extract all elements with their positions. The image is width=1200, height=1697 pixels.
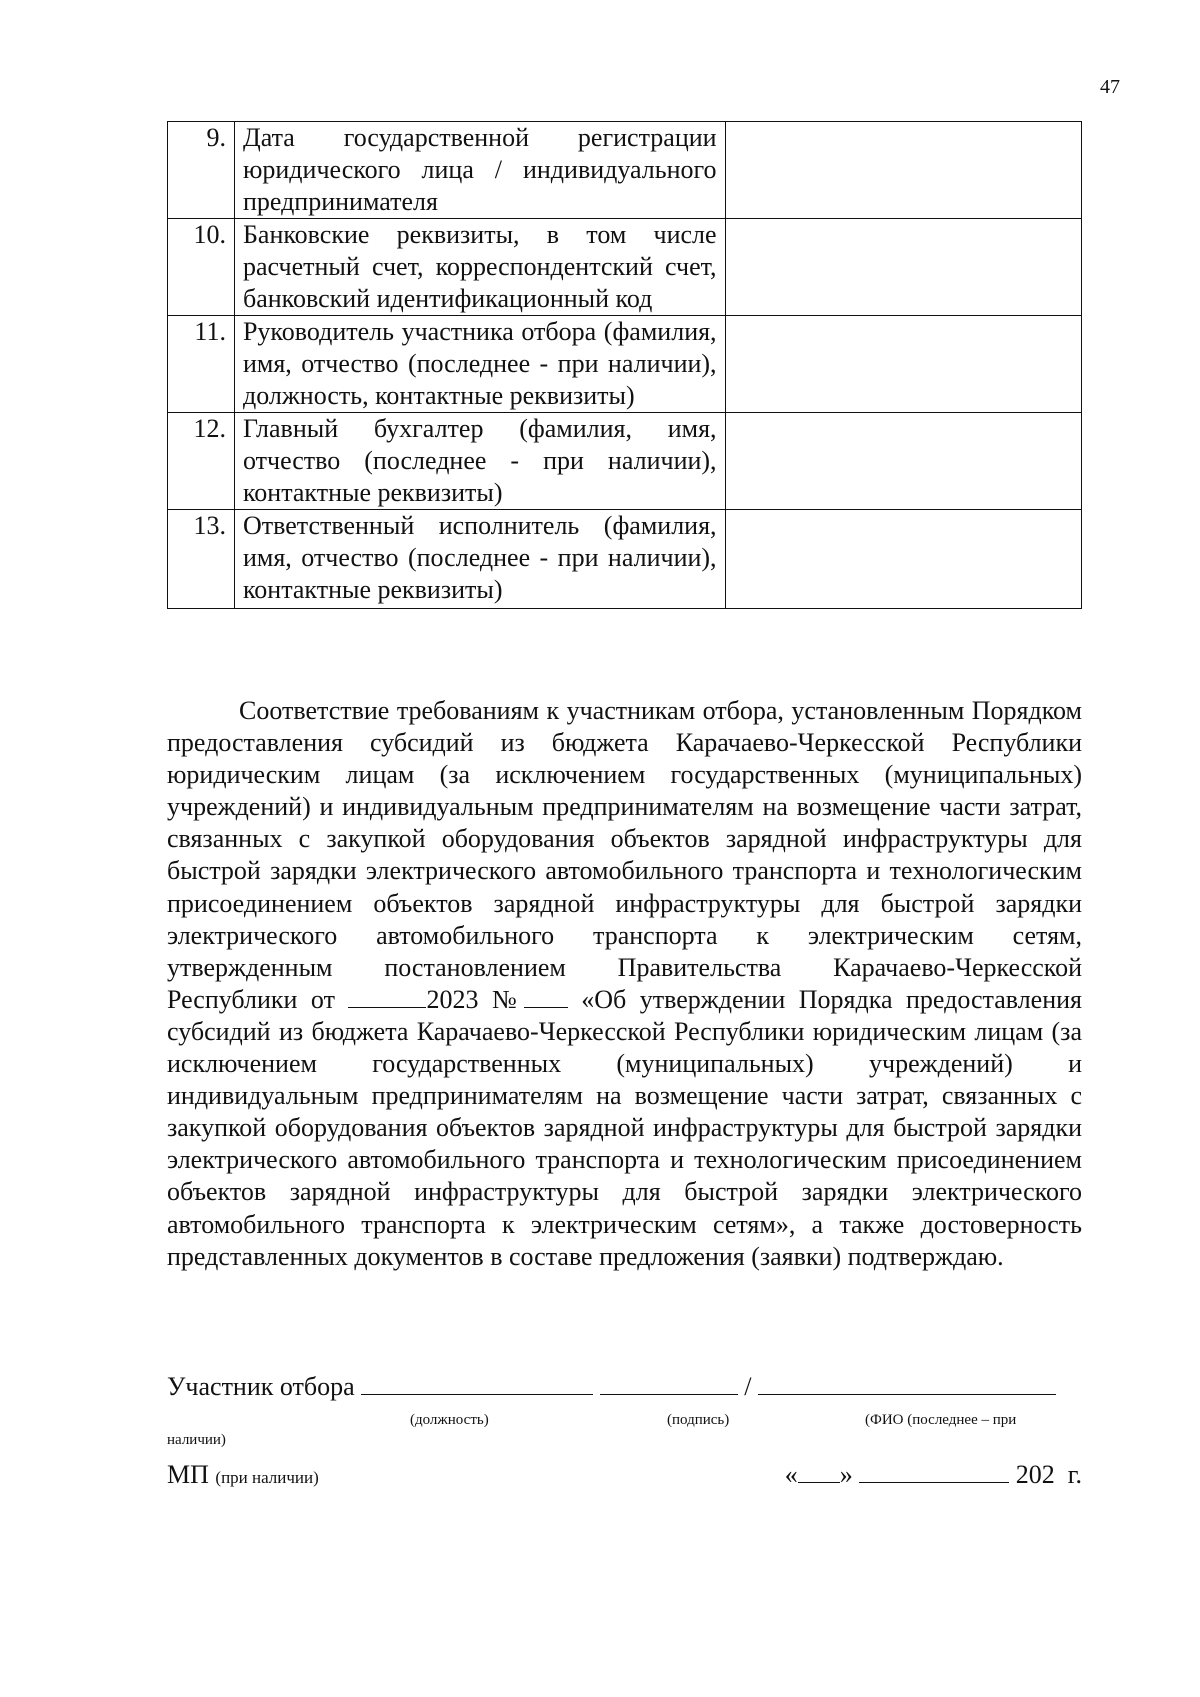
year-suffix: 202 г. <box>1015 1460 1082 1489</box>
resolution-number-blank[interactable] <box>524 987 568 1008</box>
stamp-label: МП <box>167 1460 209 1489</box>
row-value-field[interactable] <box>725 122 1081 219</box>
day-field[interactable] <box>798 1460 840 1483</box>
row-label: Ответственный исполнитель (фамилия, имя, отчество (последнее - при наличии), контактные реквизиты) <box>234 510 725 609</box>
position-caption: (должность) <box>410 1412 489 1428</box>
row-label: Руководитель участника отбора (фамилия, имя, отчество (последнее - при наличии), должность, контактные реквизиты) <box>234 316 725 413</box>
month-field[interactable] <box>859 1460 1009 1483</box>
table-row <box>168 122 1082 219</box>
statement-year-number: 2023 № <box>426 984 524 1014</box>
table-row <box>168 219 1082 316</box>
table-row <box>168 510 1082 609</box>
row-number: 10. <box>168 219 235 316</box>
close-quote: » <box>839 1460 853 1489</box>
row-label: Дата государственной регистрации юридического лица / индивидуального предпринимателя <box>234 122 725 219</box>
date-blank[interactable] <box>348 987 426 1008</box>
table-row <box>168 413 1082 510</box>
fio-caption-tail: наличии) <box>167 1432 226 1448</box>
statement-part-2: «Об утверждении Порядка предоставления субсидий из бюджета Карачаево-Черкесской Республики юридическим лицам (за исключением государственных (муниципальных) учреждений) и индивидуальным предпринимателям на возмещение части затрат, связанных с закупкой оборудования объектов зарядной инфраструктуры для быстрой зарядки электрического автомобильного транспорта и технологическим присоединением объектов зарядной инфраструктуры для быстрой зарядки электрического автомобильного транспорта к электрическим сетям», а также достоверность представленных документов в составе предложения (заявки) подтверждаю. <box>167 984 1082 1271</box>
date-line <box>785 1460 1082 1490</box>
statement-part-1: Соответствие требованиям к участникам отбора, установленным Порядком предоставления субсидий из бюджета Карачаево-Черкесской Республики юридическим лицам (за исключением государственных (муниципальных) учреждений) и индивидуальным предпринимателям на возмещение части затрат, связанных с закупкой оборудования объектов зарядной инфраструктуры для быстрой зарядки электрического автомобильного транспорта и технологическим присоединением объектов зарядной инфраструктуры для быстрой зарядки электрического автомобильного транспорта к электрическим сетям, утвержденным постановлением Правительства Карачаево-Черкесской Республики от <box>167 696 1082 1014</box>
position-field[interactable] <box>361 1372 593 1395</box>
compliance-statement <box>167 695 1082 1273</box>
row-label: Банковские реквизиты, в том числе расчетный счет, корреспондентский счет, банковский идентификационный код <box>234 219 725 316</box>
row-value-field[interactable] <box>725 316 1081 413</box>
stamp-note: (при наличии) <box>215 1468 319 1487</box>
signature-caption: (подпись) <box>667 1412 730 1428</box>
info-table <box>167 121 1082 609</box>
slash-separator: / <box>744 1372 752 1401</box>
signature-field[interactable] <box>600 1372 738 1395</box>
participant-signature-line <box>167 1372 1082 1402</box>
row-value-field[interactable] <box>725 219 1081 316</box>
row-label: Главный бухгалтер (фамилия, имя, отчество (последнее - при наличии), контактные реквизиты) <box>234 413 725 510</box>
open-quote: « <box>784 1460 798 1489</box>
row-value-field[interactable] <box>725 510 1081 609</box>
fio-field[interactable] <box>758 1372 1056 1395</box>
row-number: 12. <box>168 413 235 510</box>
page-number: 47 <box>1100 76 1120 98</box>
row-number: 11. <box>168 316 235 413</box>
row-number: 13. <box>168 510 235 609</box>
row-number: 9. <box>168 122 235 219</box>
participant-label: Участник отбора <box>167 1372 355 1401</box>
stamp-line <box>167 1460 319 1490</box>
fio-caption: (ФИО (последнее – при <box>865 1412 1017 1428</box>
table-row <box>168 316 1082 413</box>
row-value-field[interactable] <box>725 413 1081 510</box>
